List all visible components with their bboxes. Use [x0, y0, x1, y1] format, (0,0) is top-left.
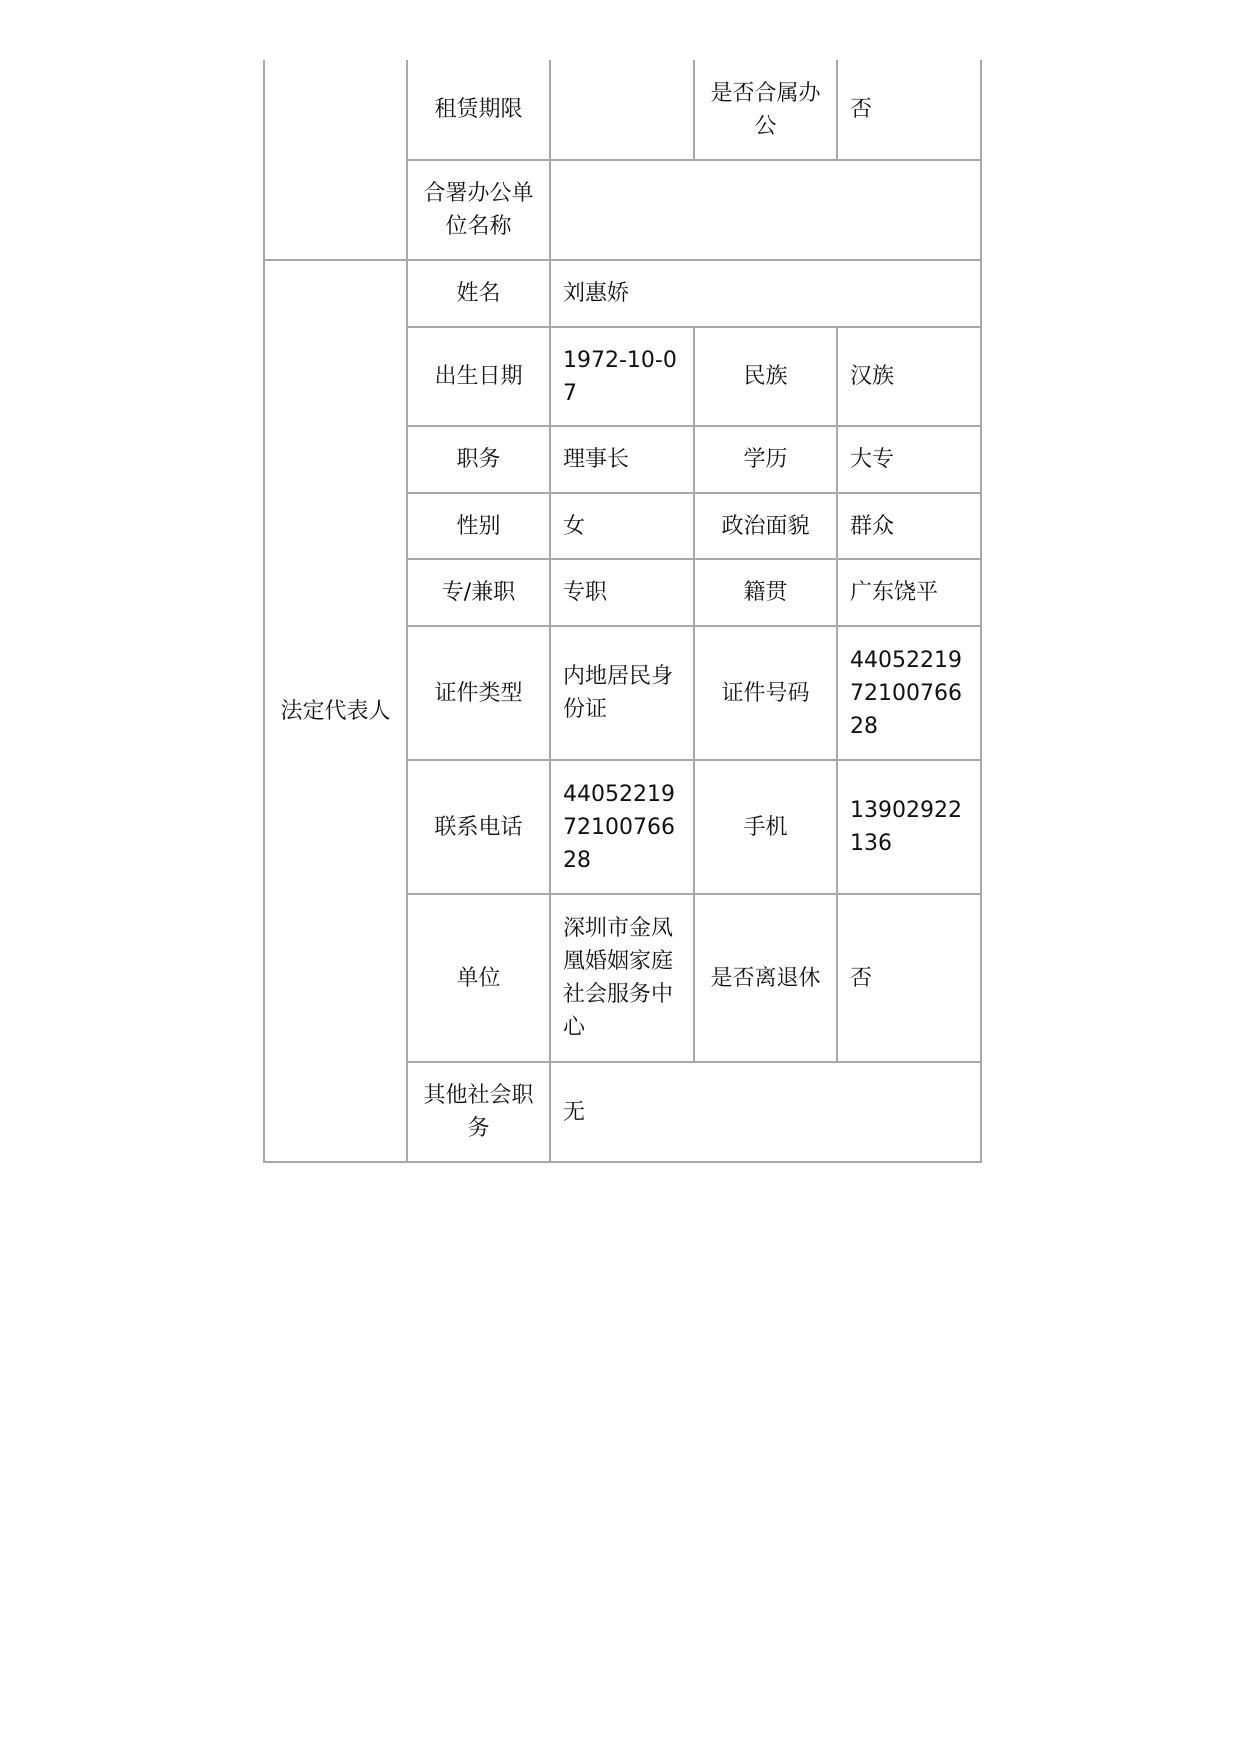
- political-value: 群众: [837, 493, 981, 559]
- id-type-value: 内地居民身份证: [550, 626, 694, 760]
- lease-term-label: 租赁期限: [407, 60, 550, 160]
- lease-term-value: [550, 60, 694, 160]
- origin-label: 籍贯: [694, 559, 837, 626]
- other-roles-value: 无: [550, 1062, 981, 1162]
- education-label: 学历: [694, 426, 837, 493]
- name-value: 刘惠娇: [550, 260, 981, 327]
- shared-unit-name-value: [550, 160, 981, 260]
- table-row: [264, 60, 981, 160]
- education-value: 大专: [837, 426, 981, 493]
- mobile-label: 手机: [694, 760, 837, 894]
- legal-rep-section-label: 法定代表人: [264, 260, 407, 1162]
- shared-unit-name-label: 合署办公单位名称: [407, 160, 550, 260]
- fulltime-value: 专职: [550, 559, 694, 626]
- ethnicity-value: 汉族: [837, 327, 981, 426]
- office-section-cell: [264, 60, 407, 260]
- fulltime-label: 专/兼职: [407, 559, 550, 626]
- gender-label: 性别: [407, 493, 550, 559]
- gender-value: 女: [550, 493, 694, 559]
- phone-value: 440522197210076628: [550, 760, 694, 894]
- table-row: [264, 260, 981, 327]
- id-number-value: 440522197210076628: [837, 626, 981, 760]
- other-roles-label: 其他社会职务: [407, 1062, 550, 1162]
- birth-value: 1972-10-07: [550, 327, 694, 426]
- phone-label: 联系电话: [407, 760, 550, 894]
- shared-office-value: 否: [837, 60, 981, 160]
- political-label: 政治面貌: [694, 493, 837, 559]
- registration-form-table: [263, 60, 982, 1163]
- retired-label: 是否离退休: [694, 894, 837, 1062]
- origin-value: 广东饶平: [837, 559, 981, 626]
- mobile-value: 13902922136: [837, 760, 981, 894]
- position-value: 理事长: [550, 426, 694, 493]
- id-number-label: 证件号码: [694, 626, 837, 760]
- shared-office-label: 是否合属办公: [694, 60, 837, 160]
- employer-label: 单位: [407, 894, 550, 1062]
- name-label: 姓名: [407, 260, 550, 327]
- retired-value: 否: [837, 894, 981, 1062]
- document-page: [263, 60, 980, 1163]
- birth-label: 出生日期: [407, 327, 550, 426]
- ethnicity-label: 民族: [694, 327, 837, 426]
- position-label: 职务: [407, 426, 550, 493]
- employer-value: 深圳市金凤凰婚姻家庭社会服务中心: [550, 894, 694, 1062]
- id-type-label: 证件类型: [407, 626, 550, 760]
